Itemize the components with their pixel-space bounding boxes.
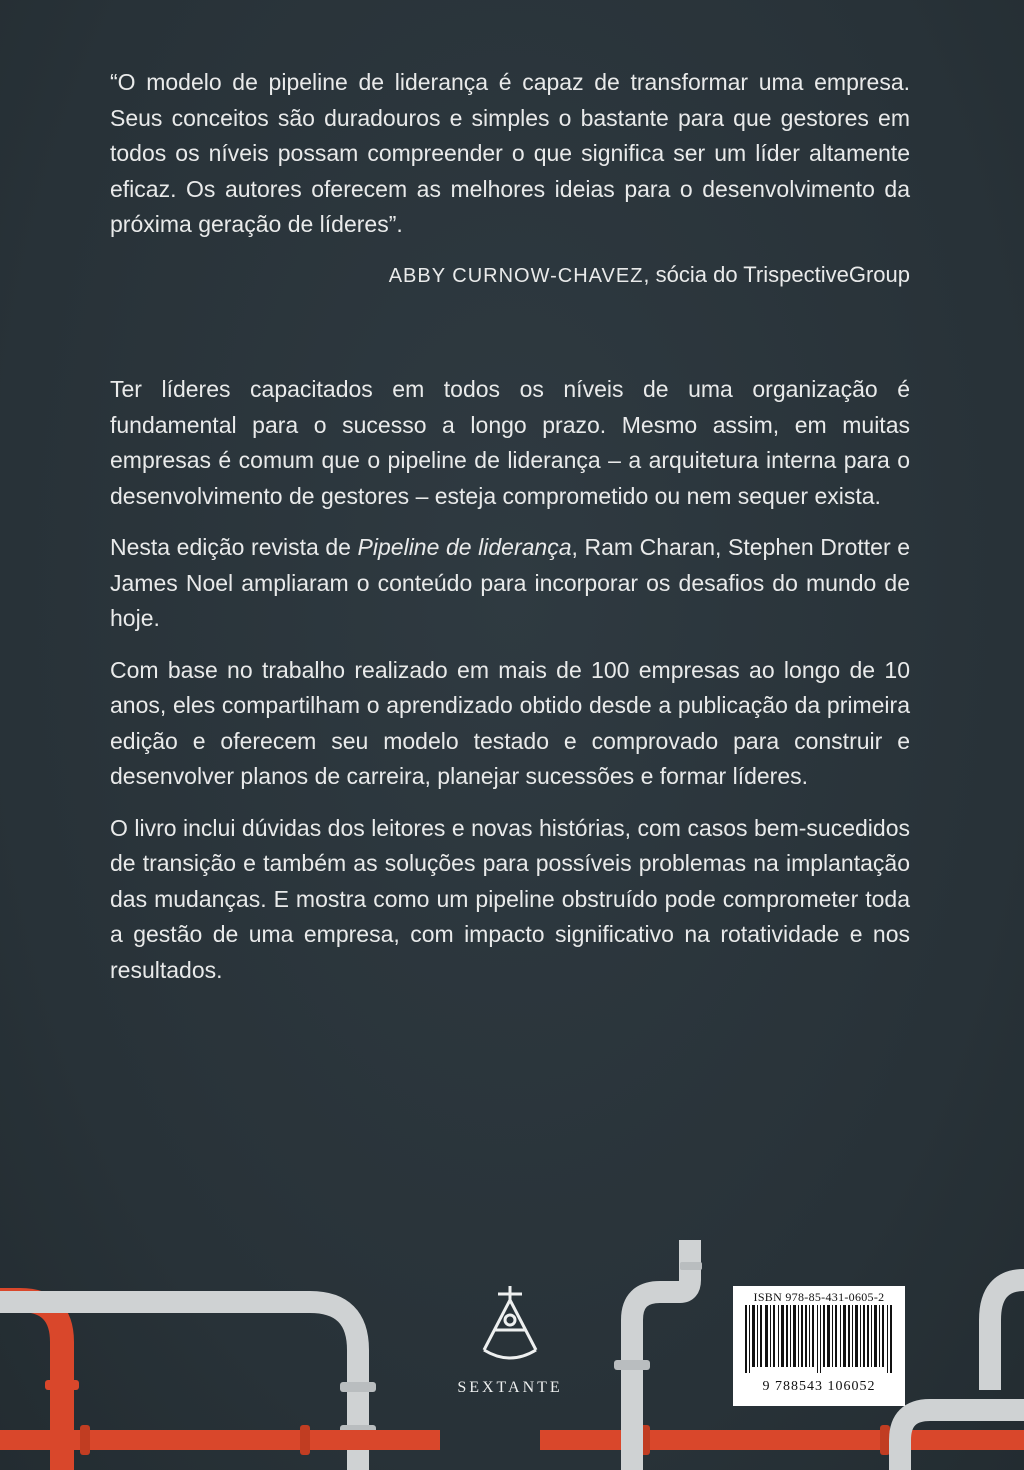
description-paragraph-2 [110,530,910,637]
sextant-icon [470,1280,550,1370]
paragraph-2-intro: Nesta edição revista de [110,534,358,560]
quote-author-role: , sócia do TrispectiveGroup [643,262,910,287]
publisher-logo [430,1280,590,1397]
isbn-label: ISBN 978-85-431-0605-2 [753,1290,885,1304]
quote-attribution [389,262,910,288]
endorsement-quote [110,65,910,243]
description-paragraph-4: O livro inclui dúvidas dos leitores e novas histórias, com casos bem-sucedidos de transição e também as soluções para possíveis problemas na implantação das mudanças. E mostra como um pipeline obstruído pode comprometer toda a gestão de uma empresa, com impacto significativo na rotatividade e nos resultados. [110,814,910,983]
book-description [110,372,910,1004]
barcode-bars [743,1305,895,1373]
quote-author: ABBY CURNOW-CHAVEZ [388,265,644,287]
description-paragraph-1: Ter líderes capacitados em todos os níveis de uma organização é fundamental para o sucesso a longo prazo. Mesmo assim, em muitas empresas é comum que o pipeline de liderança – a arquitetura interna para o desenvolvimento de gestores – esteja comprometido ou nem sequer exista. [110,376,910,509]
isbn-barcode [733,1286,905,1406]
paragraph-2-rest: , Ram Charan, Stephen Drotter e James Noel ampliaram o conteúdo para incorporar os desafios do mundo de hoje. [110,534,910,631]
quote-text: “O modelo de pipeline de liderança é capaz de transformar uma empresa. Seus conceitos são duradouros e simples o bastante para que gestores em todos os níveis possam compreender o que significa ser um líder altamente eficaz. Os autores oferecem as melhores ideias para o desenvolvimento da próxima geração de líderes”. [110,69,910,237]
red-pipe-bottom [0,1425,1024,1455]
publisher-name: SEXTANTE [457,1379,563,1396]
barcode-digits: 9 788543 106052 [762,1379,876,1394]
book-title: Pipeline de liderança [357,534,572,560]
description-paragraph-3: Com base no trabalho realizado em mais de 100 empresas ao longo de 10 anos, eles compartilham o aprendizado obtido desde a publicação da primeira edição e oferecem seu modelo testado e comprovado para construir e desenvolver planos de carreira, planejar sucessões e formar líderes. [110,656,910,789]
